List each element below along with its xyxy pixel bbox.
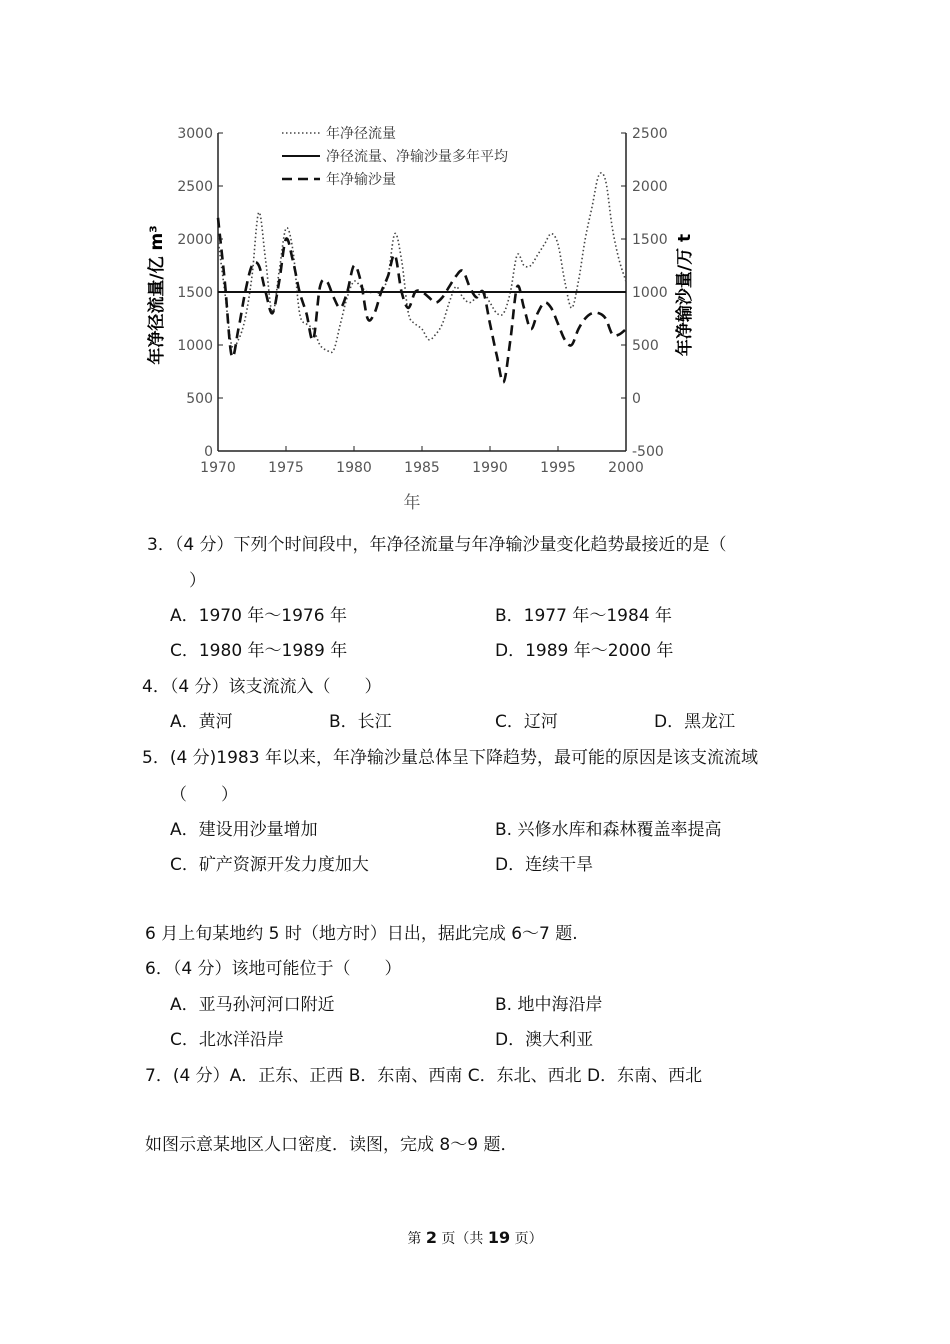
q5-option-a: A．建设用沙量增加 xyxy=(170,820,318,840)
q5-option-c: C．矿产资源开发力度加大 xyxy=(170,855,369,875)
runoff-sediment-chart xyxy=(130,110,695,520)
y-right-tick-label: 2000 xyxy=(632,179,668,195)
question-3-cont: ） xyxy=(189,571,206,591)
x-tick-label: 1970 xyxy=(200,460,236,476)
q6-option-c: C．北冰洋沿岸 xyxy=(170,1030,284,1050)
q3-option-c: C．1980 年～1989 年 xyxy=(170,641,348,661)
y-axis-right-label: 年净输沙量/万 t xyxy=(675,233,695,357)
q4-option-d: D．黑龙江 xyxy=(654,712,736,732)
question-5-cont: （ ） xyxy=(170,785,238,805)
x-tick-label: 1980 xyxy=(336,460,372,476)
y-right-tick-label: 500 xyxy=(632,338,659,354)
footer-page-number: 2 xyxy=(425,1228,437,1247)
x-tick-label: 1975 xyxy=(268,460,304,476)
intro-8-9: 如图示意某地区人口密度．读图，完成 8～9 题． xyxy=(145,1135,518,1155)
series-line-1 xyxy=(218,173,626,353)
intro-6-7: 6 月上旬某地约 5 时（地方时）日出，据此完成 6～7 题. xyxy=(145,924,578,944)
q3-option-a: A．1970 年～1976 年 xyxy=(170,606,347,626)
q5-option-d: D．连续干旱 xyxy=(495,855,594,875)
legend-label-3: 年净输沙量 xyxy=(326,172,396,188)
y-right-tick-label: -500 xyxy=(632,444,664,460)
question-6: 6．（4 分）该地可能位于（ ） xyxy=(145,959,402,979)
q6-option-a: A．亚马孙河河口附近 xyxy=(170,995,335,1015)
q4-option-c: C．辽河 xyxy=(495,712,558,732)
question-7: 7．(4 分）A．正东、正西 B．东南、西南 C．东北、西北 D．东南、西北 xyxy=(145,1066,703,1086)
chart-ticks xyxy=(177,126,667,476)
series-line-3 xyxy=(218,218,626,383)
legend-label-1: 年净径流量 xyxy=(326,126,396,142)
q5-option-b: B. 兴修水库和森林覆盖率提高 xyxy=(495,820,722,840)
y-left-tick-label: 2000 xyxy=(177,232,213,248)
x-tick-label: 1995 xyxy=(540,460,576,476)
q4-option-b: B．长江 xyxy=(329,712,392,732)
q3-option-d: D．1989 年～2000 年 xyxy=(495,641,674,661)
y-right-tick-label: 1000 xyxy=(632,285,668,301)
x-tick-label: 1985 xyxy=(404,460,440,476)
footer-mid: 页（共 xyxy=(436,1231,488,1247)
question-4: 4．（4 分）该支流流入（ ） xyxy=(142,677,382,697)
page-footer xyxy=(0,1228,950,1248)
y-left-tick-label: 1000 xyxy=(177,338,213,354)
legend-label-2: 净径流量、净输沙量多年平均 xyxy=(326,149,508,165)
footer-suffix: 页） xyxy=(510,1231,543,1247)
chart-series xyxy=(218,173,626,383)
q6-option-b: B. 地中海沿岸 xyxy=(495,995,603,1015)
x-tick-label: 2000 xyxy=(608,460,644,476)
y-left-tick-label: 2500 xyxy=(177,179,213,195)
y-right-tick-label: 0 xyxy=(632,391,641,407)
question-3: 3．（4 分）下列个时间段中，年净径流量与年净输沙量变化趋势最接近的是（ xyxy=(147,535,727,555)
chart-legend xyxy=(282,125,508,188)
y-left-tick-label: 0 xyxy=(204,444,213,460)
y-right-tick-label: 1500 xyxy=(632,232,668,248)
q6-option-d: D．澳大利亚 xyxy=(495,1030,594,1050)
y-left-tick-label: 500 xyxy=(186,391,213,407)
q3-option-b: B．1977 年～1984 年 xyxy=(495,606,672,626)
x-axis-label: 年 xyxy=(403,493,421,513)
q4-option-a: A．黄河 xyxy=(170,712,233,732)
footer-total-pages: 19 xyxy=(487,1228,511,1247)
y-left-tick-label: 1500 xyxy=(177,285,213,301)
question-5: 5．(4 分)1983 年以来，年净输沙量总体呈下降趋势，最可能的原因是该支流流域 xyxy=(142,748,758,768)
y-axis-left-label: 年净径流量/亿 m³ xyxy=(147,225,167,365)
y-right-tick-label: 2500 xyxy=(632,126,668,142)
footer-prefix: 第 xyxy=(407,1231,426,1247)
y-left-tick-label: 3000 xyxy=(177,126,213,142)
x-tick-label: 1990 xyxy=(472,460,508,476)
